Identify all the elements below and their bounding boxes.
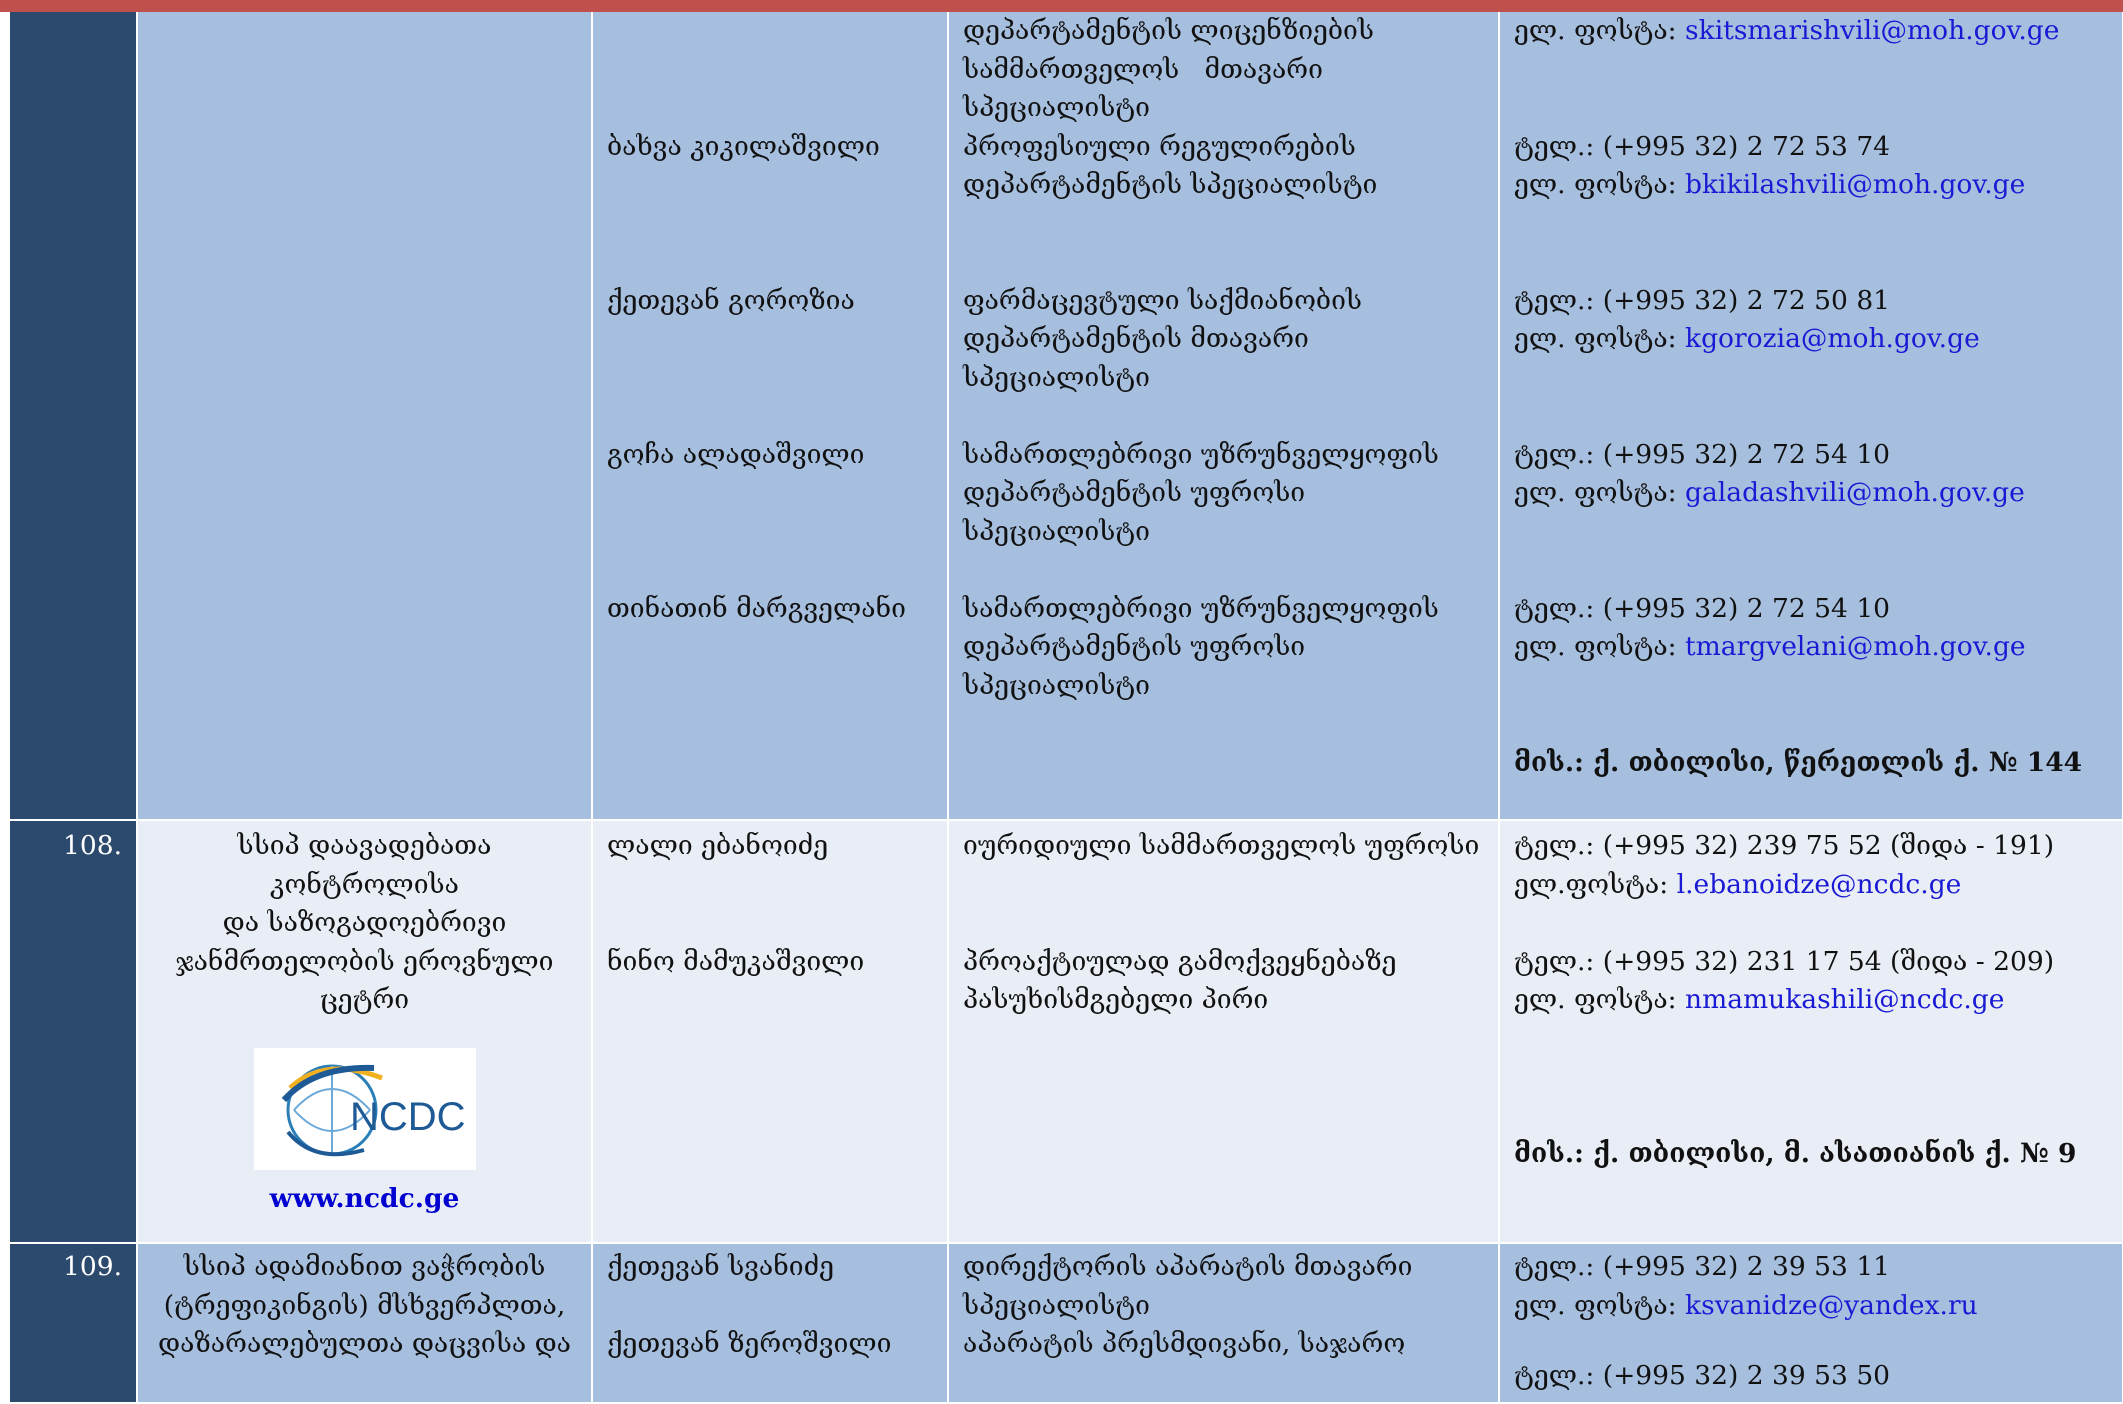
position-cell	[948, 12, 1499, 820]
person-name: თინათინ მარგველანი	[607, 592, 906, 624]
email-label: ელ. ფოსტა:	[1514, 631, 1686, 662]
phone-line: ტელ.: (+995 32) 2 72 53 74	[1514, 130, 1891, 162]
position-line: სპეციალისტი	[963, 515, 1150, 547]
position-line: დირექტორის აპარატის მთავარი	[963, 1251, 1413, 1282]
name-cell	[592, 820, 948, 1243]
position-line: სპეციალისტი	[963, 669, 1150, 701]
position-line: სამართლებრივი უზრუნველყოფის	[963, 438, 1439, 470]
organization-name-line: დაზარალებულთა დაცვისა და	[158, 1328, 571, 1359]
phone-line: ტელ.: (+995 32) 239 75 52 (შიდა - 191)	[1514, 830, 2055, 861]
organization-name-line: კონტროლისა	[270, 868, 459, 900]
contacts-table	[10, 12, 2123, 1404]
contact-cell	[1499, 820, 2123, 1243]
organization-cell	[137, 820, 592, 1243]
phone-line: ტელ.: (+995 32) 231 17 54 (შიდა - 209)	[1514, 945, 2055, 977]
top-accent-bar	[0, 0, 2123, 12]
email-link[interactable]: galadashvili@moh.gov.ge	[1685, 477, 2025, 508]
organization-name-line: (ტრეფიკინგის) მსხვერპლთა,	[163, 1289, 566, 1321]
ncdc-logo	[254, 1048, 476, 1170]
position-cell	[948, 1243, 1499, 1403]
person-name: ქეთევან გოროზია	[607, 284, 855, 316]
organization-cell	[137, 12, 592, 820]
person-name: ნინო მამუკაშვილი	[607, 945, 865, 977]
organization-name-line: ცეტრი	[319, 984, 410, 1015]
email-label: ელ.ფოსტა:	[1514, 868, 1677, 900]
position-line: სპეციალისტი	[963, 361, 1150, 393]
position-line: დეპარტამენტის უფროსი	[963, 477, 1306, 508]
position-line: სამართლებრივი უზრუნველყოფის	[963, 592, 1439, 624]
position-line: სამმართველოს მთავარი	[963, 53, 1323, 85]
row-number: 108.	[62, 830, 122, 861]
person-name: ქეთევან ზეროშვილი	[607, 1328, 892, 1359]
person-name: გოჩა ალადაშვილი	[607, 438, 865, 470]
phone-line: ტელ.: (+995 32) 2 39 53 11	[1514, 1251, 1891, 1282]
email-link[interactable]: l.ebanoidze@ncdc.ge	[1676, 868, 1962, 900]
phone-line: ტელ.: (+995 32) 2 72 54 10	[1514, 592, 1891, 624]
email-line	[1514, 166, 2114, 205]
logo-text: NCDC	[349, 1094, 466, 1139]
phone-line: ტელ.: (+995 32) 2 72 54 10	[1514, 438, 1891, 470]
name-cell	[592, 1243, 948, 1403]
position-line: პროაქტიულად გამოქვეყნებაზე	[963, 945, 1397, 977]
row-number: 109.	[62, 1251, 122, 1282]
organization-name-line: და საზოგადოებრივი	[222, 907, 507, 938]
email-link[interactable]: ksvanidze@yandex.ru	[1685, 1289, 1978, 1321]
position-cell	[948, 820, 1499, 1243]
position-line: ფარმაცევტული საქმიანობის	[963, 284, 1362, 316]
position-line: პროფესიული რეგულირების	[963, 130, 1356, 162]
organization-name-line: სსიპ დაავადებათა	[237, 830, 492, 861]
email-line	[1514, 474, 2114, 513]
position-line: დეპარტამენტის უფროსი	[963, 631, 1306, 662]
position-line: იურიდიული სამმართველოს უფროსი	[963, 830, 1480, 861]
row-number-cell	[10, 12, 137, 820]
email-link[interactable]: skitsmarishvili@moh.gov.ge	[1685, 15, 2060, 46]
email-label: ელ. ფოსტა:	[1514, 323, 1686, 354]
phone-line: ტელ.: (+995 32) 2 72 50 81	[1514, 284, 1891, 316]
position-line: სპეციალისტი	[963, 92, 1150, 123]
name-cell	[592, 12, 948, 820]
email-line	[1514, 320, 2114, 359]
person-name: ლალი ებანოიძე	[607, 830, 829, 861]
email-line	[1514, 628, 2114, 667]
table-row-108	[10, 820, 2123, 1243]
position-line: დეპარტამენტის სპეციალისტი	[963, 169, 1378, 200]
email-label: ელ. ფოსტა:	[1514, 1289, 1686, 1321]
table-row-109	[10, 1243, 2123, 1403]
email-label: ელ. ფოსტა:	[1514, 169, 1686, 200]
person-name: ქეთევან სვანიძე	[607, 1251, 835, 1282]
organization-name-line: ჯანმრთელობის ეროვნული	[175, 945, 554, 977]
email-line	[1514, 12, 2114, 51]
email-label: ელ. ფოსტა:	[1514, 477, 1686, 508]
website-link[interactable]: www.ncdc.ge	[269, 1182, 460, 1214]
position-line: აპარატის პრესმდივანი, საჯარო	[963, 1328, 1406, 1359]
position-line: დეპარტამენტის ლიცენზიების	[963, 15, 1374, 46]
position-line: სპეციალისტი	[963, 1289, 1150, 1321]
email-line	[1514, 1287, 2114, 1326]
person-name: ბახვა კიკილაშვილი	[607, 130, 880, 162]
row-number-cell	[10, 1243, 137, 1403]
address-line: მის.: ქ. თბილისი, მ. ასათიანის ქ. № 9	[1514, 1138, 2077, 1169]
email-line	[1514, 981, 2114, 1020]
organization-cell	[137, 1243, 592, 1403]
row-number-cell	[10, 820, 137, 1243]
contact-cell	[1499, 1243, 2123, 1403]
contact-cell	[1499, 12, 2123, 820]
email-link[interactable]: tmargvelani@moh.gov.ge	[1685, 631, 2026, 662]
email-link[interactable]: bkikilashvili@moh.gov.ge	[1685, 169, 2026, 200]
email-line	[1514, 866, 2114, 905]
address-line: მის.: ქ. თბილისი, წერეთლის ქ. № 144	[1514, 746, 2083, 778]
email-link[interactable]: nmamukashili@ncdc.ge	[1685, 984, 2005, 1015]
email-link[interactable]: kgorozia@moh.gov.ge	[1685, 323, 1980, 354]
phone-line: ტელ.: (+995 32) 2 39 53 50	[1514, 1360, 1891, 1391]
position-line: პასუხისმგებელი პირი	[963, 984, 1269, 1015]
email-label: ელ. ფოსტა:	[1514, 15, 1686, 46]
email-label: ელ. ფოსტა:	[1514, 984, 1686, 1015]
organization-name-line: სსიპ ადამიანით ვაჭრობის	[183, 1251, 546, 1282]
table-row-107	[10, 12, 2123, 820]
position-line: დეპარტამენტის მთავარი	[963, 323, 1309, 354]
